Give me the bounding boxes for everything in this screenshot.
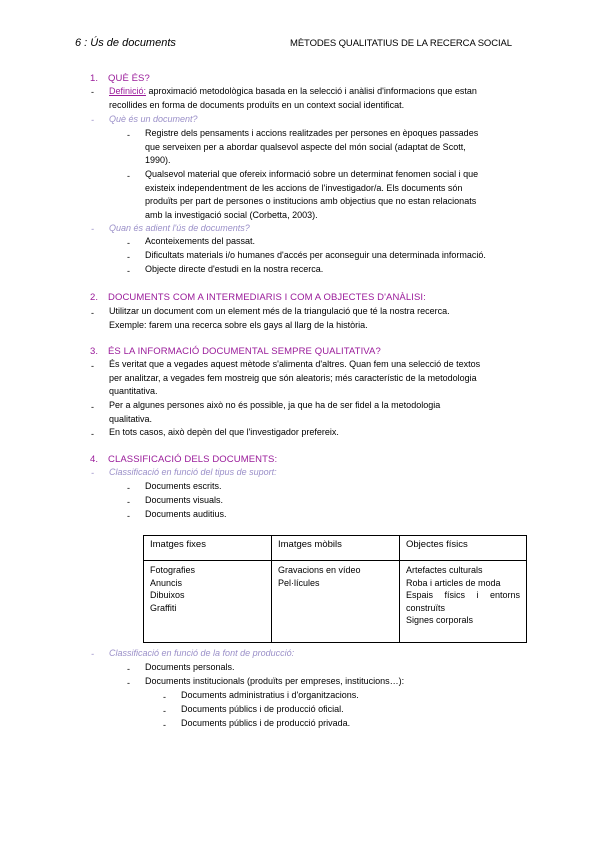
cell-line: Fotografies bbox=[150, 565, 196, 575]
bullet-dash: - bbox=[127, 678, 130, 688]
section-4-heading bbox=[90, 454, 277, 465]
list-item: Objecte directe d'estudi en la nostra recerca. bbox=[145, 264, 324, 274]
bullet-dash: - bbox=[127, 483, 130, 493]
cell-line: construïts bbox=[406, 602, 446, 613]
bullet-dash: - bbox=[127, 664, 130, 674]
bullet-dash: - bbox=[127, 130, 130, 140]
text-line: que serveixen per a abordar qualsevol aspecte del món social (adaptat de Scott, bbox=[145, 141, 466, 152]
subheading-what-is-document: Què és un document? bbox=[109, 114, 198, 124]
section-number: 3. bbox=[90, 346, 99, 357]
section-3-paragraph-3: En tots casos, això depèn del que l'investigador prefereix. bbox=[109, 427, 339, 437]
text-line: existeix independentment de les accions de l'investigador/a. Els documents són bbox=[145, 182, 463, 193]
section-3-paragraph-2 bbox=[109, 399, 527, 426]
list-item: Dificultats materials i/o humanes d'accés per aconseguir una determinada informació. bbox=[145, 250, 486, 260]
cell-line: Graffiti bbox=[150, 602, 177, 613]
text-line: És veritat que a vegades aquest mètode s'alimenta d'altres. Quan fem una selecció de textos bbox=[109, 359, 481, 369]
text-line: Qualsevol material que ofereix informació sobre un determinat fenomen social i que bbox=[145, 169, 479, 179]
text-line: amb la investigació social (Corbetta, 2003). bbox=[145, 209, 318, 220]
list-item: Documents visuals. bbox=[145, 495, 224, 505]
list-item: Documents institucionals (produïts per empreses, institucions…): bbox=[145, 676, 405, 686]
section-3-paragraph-1 bbox=[109, 358, 527, 399]
definition-text: aproximació metodològica basada en la selecció i anàlisi d'informacions que estan bbox=[146, 86, 477, 96]
section-title: DOCUMENTS COM A INTERMEDIARIS I COM A OBJECTES D'ANÀLISI: bbox=[108, 292, 426, 303]
text-line: Exemple: farem una recerca sobre els gays al llarg de la història. bbox=[109, 319, 368, 330]
table-header-cell: Objectes físics bbox=[400, 536, 527, 561]
section-title: QUÈ ÉS? bbox=[108, 73, 150, 84]
list-item: Documents auditius. bbox=[145, 509, 227, 519]
section-2-heading bbox=[90, 292, 426, 303]
document-definition-2 bbox=[145, 168, 527, 222]
cell-line: Signes corporals bbox=[406, 615, 474, 625]
bullet-dash: - bbox=[163, 692, 166, 702]
text-line: qualitativa. bbox=[109, 413, 153, 424]
cell-line: Artefactes culturals bbox=[406, 565, 483, 575]
cell-line: Roba i articles de moda bbox=[406, 577, 501, 588]
subheading-when-appropriate: Quan és adient l'ús de documents? bbox=[109, 223, 250, 233]
bullet-dash: - bbox=[127, 238, 130, 248]
definition-label: Definició: bbox=[109, 86, 147, 96]
cell-line: Dibuixos bbox=[150, 590, 185, 600]
document-definition-1 bbox=[145, 127, 527, 168]
definition-text-cont: recollides en forma de documents produïts en un context social identificat. bbox=[109, 99, 405, 110]
bullet-dash: - bbox=[127, 252, 130, 262]
cell-line: Pel·lícules bbox=[278, 577, 320, 588]
section-3-heading bbox=[90, 346, 381, 357]
bullet-dash: - bbox=[91, 87, 94, 97]
text-line: per analitzar, a vegades fem mostreig que són aleatoris; més característic de la metodologia bbox=[109, 372, 477, 383]
table-cell bbox=[272, 561, 400, 643]
text-line: produïts per part de persones o institucions amb objectius que no estan relacionats bbox=[145, 196, 477, 207]
cell-line: Gravacions en vídeo bbox=[278, 565, 361, 575]
definition-paragraph bbox=[109, 85, 527, 112]
section-1-heading bbox=[90, 73, 150, 84]
text-line: 1990). bbox=[145, 155, 171, 166]
table-cell bbox=[144, 561, 272, 643]
bullet-dash: - bbox=[127, 497, 130, 507]
bullet-dash: - bbox=[163, 720, 166, 730]
bullet-dash: - bbox=[91, 402, 94, 412]
list-item: Aconteixements del passat. bbox=[145, 236, 256, 246]
list-item: Documents personals. bbox=[145, 662, 235, 672]
sub-dash: - bbox=[91, 649, 94, 659]
document-types-table bbox=[143, 535, 527, 643]
text-line: Utilitzar un document com un element més de la triangulació que té la nostra recerca. bbox=[109, 306, 450, 316]
table-header-cell: Imatges mòbils bbox=[272, 536, 400, 561]
bullet-dash: - bbox=[91, 361, 94, 371]
cell-line: Anuncis bbox=[150, 577, 183, 588]
header-course-title: MÈTODES QUALITATIUS DE LA RECERCA SOCIAL bbox=[290, 38, 512, 49]
bullet-dash: - bbox=[91, 308, 94, 318]
section-number: 1. bbox=[90, 73, 99, 84]
header-chapter: 6 : Ús de documents bbox=[75, 37, 176, 49]
section-number: 4. bbox=[90, 454, 99, 465]
list-item: Documents escrits. bbox=[145, 481, 222, 491]
sub-dash: - bbox=[91, 468, 94, 478]
list-item: Documents públics i de producció oficial. bbox=[181, 704, 344, 714]
section-2-paragraph bbox=[109, 305, 527, 332]
bullet-dash: - bbox=[127, 266, 130, 276]
cell-line: Espais físics i entorns bbox=[406, 590, 520, 600]
subheading-production-source: Classificació en funció de la font de producció: bbox=[109, 648, 295, 658]
subheading-support-type: Classificació en funció del tipus de suport: bbox=[109, 467, 277, 477]
text-line: Registre dels pensaments i accions realitzades per persones en èpoques passades bbox=[145, 128, 479, 138]
table-cell bbox=[400, 561, 527, 643]
bullet-dash: - bbox=[163, 706, 166, 716]
bullet-dash: - bbox=[91, 429, 94, 439]
text-line: quantitativa. bbox=[109, 386, 158, 397]
sub-dash: - bbox=[91, 224, 94, 234]
section-title: ÉS LA INFORMACIÓ DOCUMENTAL SEMPRE QUALITATIVA? bbox=[108, 346, 381, 357]
list-item: Documents públics i de producció privada. bbox=[181, 718, 351, 728]
bullet-dash: - bbox=[127, 171, 130, 181]
table-header-cell: Imatges fixes bbox=[144, 536, 272, 561]
section-title: CLASSIFICACIÓ DELS DOCUMENTS: bbox=[108, 454, 278, 465]
sub-dash: - bbox=[91, 115, 94, 125]
list-item: Documents administratius i d'organitzacions. bbox=[181, 690, 359, 700]
bullet-dash: - bbox=[127, 511, 130, 521]
text-line: Per a algunes persones això no és possible, ja que ha de ser fidel a la metodologia bbox=[109, 400, 441, 410]
section-number: 2. bbox=[90, 292, 99, 303]
